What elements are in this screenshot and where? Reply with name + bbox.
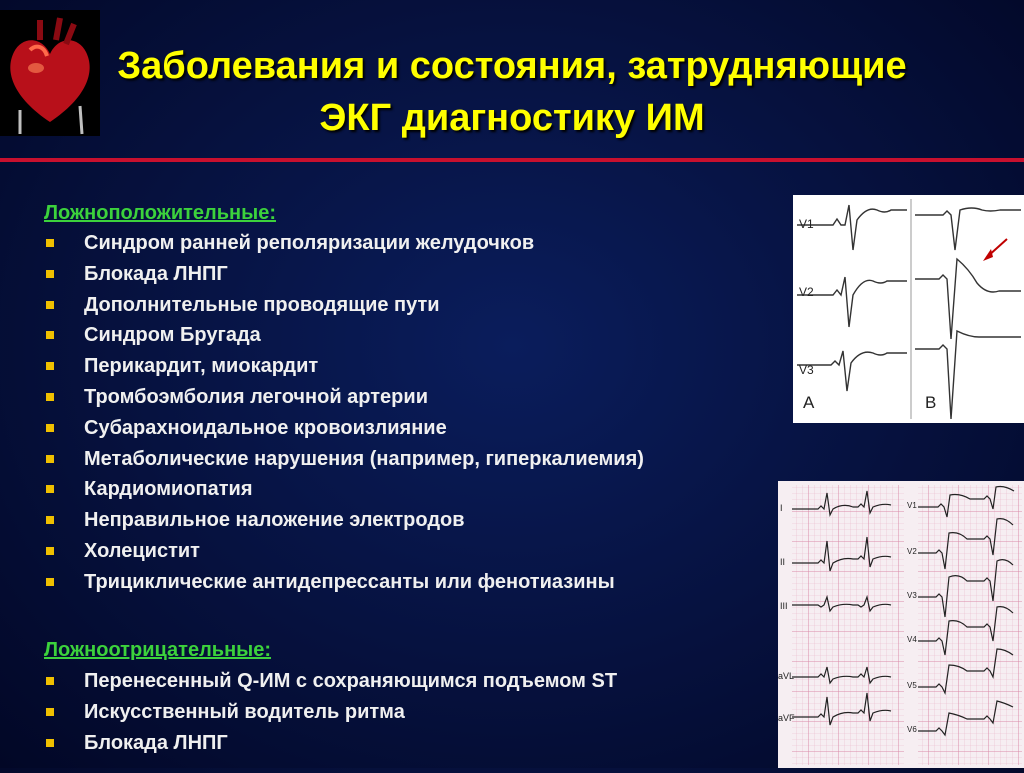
list-item: Перенесенный Q-ИМ с сохраняющимся подъемом ST (46, 668, 617, 699)
list-item: Кардиомиопатия (46, 476, 644, 507)
lead-label-iii: III (780, 601, 788, 611)
false-positive-heading: Ложноположительные: (44, 202, 276, 224)
lead-label-v4: V4 (907, 635, 917, 644)
title-divider (0, 158, 1024, 162)
bullet-icon (46, 331, 54, 339)
lead-label-v3: V3 (907, 591, 917, 600)
list-item: Метаболические нарушения (например, гиперкалиемия) (46, 446, 644, 477)
bullet-icon (46, 362, 54, 370)
list-item: Субарахноидальное кровоизлияние (46, 415, 644, 446)
bullet-icon (46, 578, 54, 586)
list-item: Неправильное наложение электродов (46, 507, 644, 538)
bullet-icon (46, 424, 54, 432)
lead-label-v2: V2 (799, 285, 814, 299)
title-line-2: ЭКГ диагностику ИМ (319, 97, 705, 139)
lead-label-v1: V1 (907, 501, 917, 510)
lead-label-i: I (780, 503, 783, 513)
list-item: Трициклические антидепрессанты или фенотиазины (46, 569, 644, 600)
list-item: Синдром ранней реполяризации желудочков (46, 230, 644, 261)
list-item: Тромбоэмболия легочной артерии (46, 384, 644, 415)
list-item: Блокада ЛНПГ (46, 730, 617, 761)
panel-label-a: A (803, 393, 815, 412)
bullet-icon (46, 547, 54, 555)
bullet-icon (46, 239, 54, 247)
bullet-icon (46, 677, 54, 685)
bullet-icon (46, 393, 54, 401)
bullet-icon (46, 270, 54, 278)
page-title (0, 40, 1024, 144)
bullet-icon (46, 301, 54, 309)
lead-label-v3: V3 (799, 363, 814, 377)
panel-label-b: B (925, 393, 937, 412)
lead-label-v2: V2 (907, 547, 917, 556)
list-item: Синдром Бругада (46, 322, 644, 353)
list-item: Холецистит (46, 538, 644, 569)
list-item: Дополнительные проводящие пути (46, 292, 644, 323)
false-negative-list (46, 668, 617, 760)
lead-label-avl: aVL (778, 671, 795, 681)
lead-label-v6: V6 (907, 725, 917, 734)
false-positive-list (46, 230, 644, 600)
list-item: Искусственный водитель ритма (46, 699, 617, 730)
list-item: Блокада ЛНПГ (46, 261, 644, 292)
bullet-icon (46, 455, 54, 463)
title-line-1: Заболевания и состояния, затрудняющие (117, 45, 907, 87)
lead-label-ii: II (780, 557, 786, 567)
bullet-icon (46, 708, 54, 716)
bullet-icon (46, 485, 54, 493)
false-negative-heading: Ложноотрицательные: (44, 639, 272, 661)
ecg-grid-figure (778, 481, 1024, 768)
ecg-figure-ab (793, 195, 1024, 423)
list-item: Перикардит, миокардит (46, 353, 644, 384)
lead-label-v1: V1 (799, 217, 814, 231)
bullet-icon (46, 516, 54, 524)
lead-label-v5: V5 (907, 681, 917, 690)
bullet-icon (46, 739, 54, 747)
lead-label-avf: aVF (778, 713, 795, 723)
